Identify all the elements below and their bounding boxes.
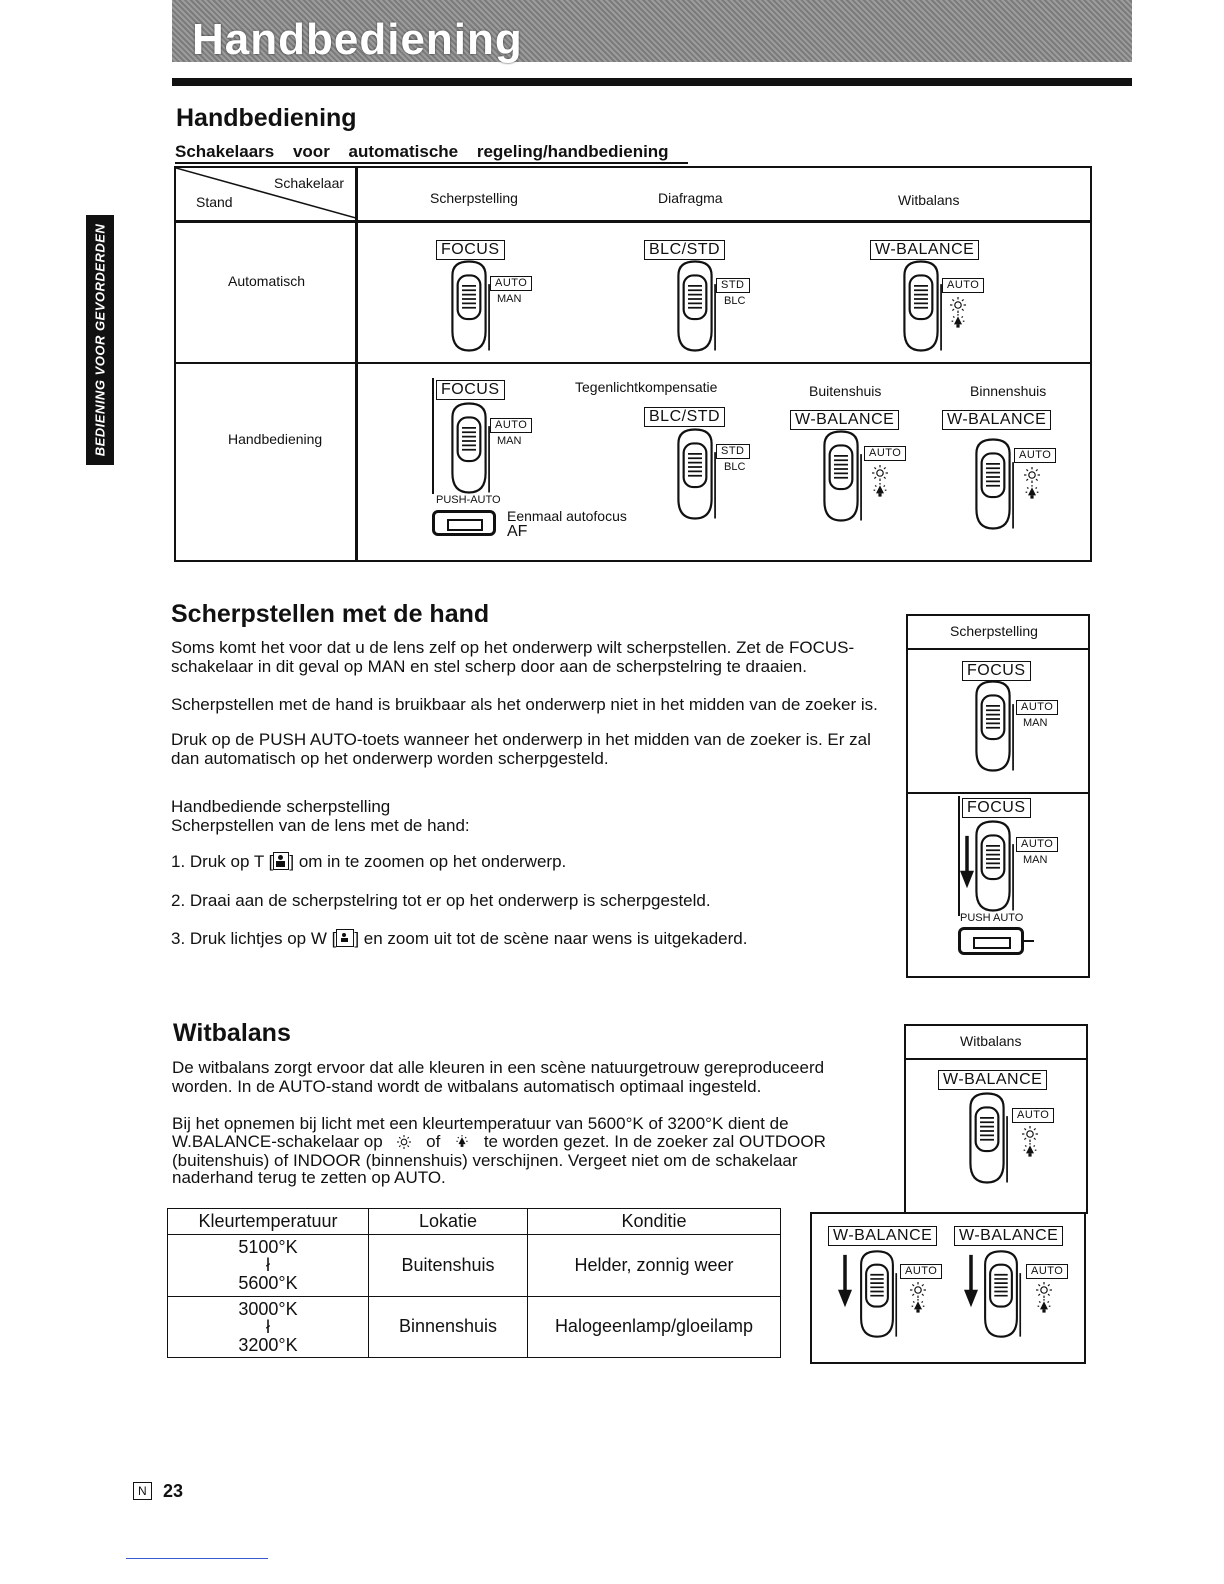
outdoor-label: Buitenshuis — [809, 383, 882, 399]
col-header-diafragma: Diafragma — [658, 190, 723, 206]
box-man-label: MAN — [1023, 717, 1048, 729]
box-focus-switch-2 — [968, 818, 1018, 914]
witbalans-p2-line3: (buitenshuis) of INDOOR (binnenshuis) verschijnen. Vergeet niet om de schakelaar — [172, 1151, 798, 1170]
bulb-icon — [1024, 485, 1040, 501]
temp-lo: 5600°K — [238, 1273, 298, 1294]
section-title-witbalans: Witbalans — [173, 1019, 291, 1047]
bulb-icon — [455, 1135, 469, 1149]
box-push-auto-label: PUSH AUTO — [960, 912, 1024, 924]
box-wb-auto-tag-indoor: AUTO — [1026, 1264, 1068, 1279]
scherpstelling-box-divider-2 — [906, 792, 1090, 794]
wb-auto-tag: AUTO — [942, 278, 984, 293]
page-number: 23 — [163, 1481, 184, 1501]
wb-switch-auto — [896, 258, 946, 354]
blc-tag: BLC/STD — [644, 240, 725, 260]
blc-tag-manual: BLC/STD — [644, 407, 725, 427]
push-auto-button[interactable] — [432, 510, 496, 536]
wb-auto-tag-indoor: AUTO — [1014, 448, 1056, 463]
section-subtitle: Schakelaars voor automatische regeling/handbediening — [175, 142, 669, 161]
witbalans-box-title: Witbalans — [960, 1033, 1022, 1049]
bulb-icon — [950, 314, 966, 330]
table-row — [168, 1235, 781, 1297]
focus-tag: FOCUS — [436, 240, 505, 260]
col-header-scherpstelling: Scherpstelling — [430, 190, 518, 206]
sun-icon — [872, 465, 888, 481]
table-header: Konditie — [528, 1209, 781, 1235]
backlight-label: Tegenlichtkompensatie — [575, 379, 718, 395]
focus-auto-tag-manual: AUTO — [490, 418, 532, 433]
blc-std-tag-manual: STD — [716, 444, 750, 459]
header-rule — [172, 78, 1132, 86]
step-3: 3. Druk lichtjes op W [ ] en zoom uit tot de scène naar wens is uitgekaderd. — [171, 929, 748, 948]
focus-man-label: MAN — [497, 293, 522, 305]
witbalans-p2-line1: Bij het opnemen bij licht met een kleurtemperatuur van 5600°K of 3200°K dient de — [172, 1114, 789, 1133]
condition-cell: Halogeenlamp/gloeilamp — [528, 1296, 781, 1358]
box-focus-tag: FOCUS — [962, 661, 1031, 681]
wb-switch-indoor — [968, 436, 1018, 532]
corner-bottom-label: Stand — [196, 194, 233, 210]
box-wb-auto-tag: AUTO — [1012, 1108, 1054, 1123]
footer-rule — [126, 1558, 268, 1559]
bulb-icon — [910, 1299, 926, 1315]
zoom-tele-icon — [273, 852, 289, 870]
witbalans-p2-line2: W.BALANCE-schakelaar op of te worden gezet. In de zoeker zal OUTDOOR — [172, 1132, 826, 1151]
temp-sep: ł — [266, 1316, 270, 1337]
scherpstellen-p1: Soms komt het voor dat u de lens zelf op het onderwerp wilt scherpstellen. Zet de FOCUS-schakelaar in dit geval op MAN en stel scherp door aan de scherpstelring te draaien. — [171, 638, 855, 676]
box-auto-tag: AUTO — [1016, 700, 1058, 715]
step-1: 1. Druk op T [ ] om in te zoomen op het onderwerp. — [171, 852, 567, 871]
witbalans-p1: De witbalans zorgt ervoor dat alle kleuren in een scène natuurgetrouw gereproduceerd worden. In de AUTO-stand wordt de witbalans automatisch optimaal ingesteld. — [172, 1058, 825, 1096]
push-auto-label: PUSH-AUTO — [436, 494, 501, 506]
witbalans-p2-line4: naderhand terug te zetten op AUTO. — [172, 1168, 446, 1187]
zoom-wide-icon — [336, 929, 354, 947]
temp-lo: 3200°K — [238, 1334, 298, 1355]
side-tab-label: BEDIENING VOOR GEVORDERDEN — [92, 223, 108, 457]
wb-switch-outdoor — [816, 428, 866, 524]
temp-hi: 3000°K — [238, 1298, 298, 1319]
table-col-divider — [355, 166, 358, 562]
switch-table — [174, 166, 1092, 562]
blc-std-tag: STD — [716, 278, 750, 293]
wb-tag-indoor: W-BALANCE — [942, 410, 1051, 430]
box-wb-switch-indoor — [976, 1248, 1026, 1340]
scherpstellen-p3b: Scherpstellen van de lens met de hand: — [171, 816, 470, 835]
wb-auto-tag-outdoor: AUTO — [864, 446, 906, 461]
box-wb-switch-outdoor — [852, 1248, 902, 1340]
blc-blc-label: BLC — [724, 295, 746, 307]
side-tab — [86, 215, 114, 465]
box-wb-tag-indoor: W-BALANCE — [954, 1226, 1063, 1246]
blc-switch-manual — [670, 426, 720, 522]
bulb-icon — [1022, 1143, 1038, 1159]
box-man-label-2: MAN — [1023, 854, 1048, 866]
focus-switch-manual — [444, 400, 494, 496]
box-focus-tag-2: FOCUS — [962, 798, 1031, 818]
bulb-icon — [872, 483, 888, 499]
language-badge: N — [133, 1482, 152, 1500]
sun-icon — [950, 297, 966, 313]
box-focus-switch — [968, 678, 1018, 774]
table-header: Kleurtemperatuur — [168, 1209, 369, 1235]
blc-switch-auto — [670, 258, 720, 354]
col-header-witbalans: Witbalans — [898, 192, 960, 208]
sun-icon — [1022, 1126, 1038, 1142]
box-wb-switch — [962, 1090, 1012, 1186]
table-header: Lokatie — [369, 1209, 528, 1235]
focus-switch-auto — [444, 258, 494, 354]
temp-sep: ł — [266, 1255, 270, 1276]
wb-tag-outdoor: W-BALANCE — [790, 410, 899, 430]
table-row — [168, 1296, 781, 1358]
blc-blc-label-manual: BLC — [724, 461, 746, 473]
box-push-auto-button[interactable] — [958, 927, 1024, 955]
bulb-icon — [1036, 1299, 1052, 1315]
indoor-label: Binnenshuis — [970, 383, 1047, 399]
box-wb-auto-tag-outdoor: AUTO — [900, 1264, 942, 1279]
location-cell: Binnenshuis — [369, 1296, 528, 1358]
box-auto-tag-2: AUTO — [1016, 837, 1058, 852]
af-label: AF — [507, 523, 528, 540]
witbalans-box-divider — [904, 1058, 1088, 1060]
scherpstelling-box-divider — [906, 648, 1090, 650]
subtitle-underline — [175, 162, 688, 164]
wb-tag: W-BALANCE — [870, 240, 979, 260]
location-cell: Buitenshuis — [369, 1235, 528, 1297]
focus-man-label-manual: MAN — [497, 435, 522, 447]
sun-icon — [910, 1282, 926, 1298]
scherpstellen-p2a: Scherpstellen met de hand is bruikbaar als het onderwerp niet in het midden van de zoeker is. — [171, 695, 878, 714]
scherpstellen-p3a: Handbediende scherpstelling — [171, 797, 391, 816]
sun-icon — [1024, 467, 1040, 483]
sun-icon — [1036, 1282, 1052, 1298]
one-shot-label: Eenmaal autofocus — [507, 508, 627, 524]
section-title-scherpstellen: Scherpstellen met de hand — [171, 600, 490, 628]
step-2: 2. Draai aan de scherpstelring tot er op het onderwerp is scherpgesteld. — [171, 891, 711, 910]
push-auto-line — [432, 378, 434, 494]
box-push-tick — [1024, 940, 1034, 942]
box-wb-tag-outdoor: W-BALANCE — [828, 1226, 937, 1246]
focus-tag-manual: FOCUS — [436, 380, 505, 400]
condition-cell: Helder, zonnig weer — [528, 1235, 781, 1297]
box-wb-tag: W-BALANCE — [938, 1070, 1047, 1090]
sun-icon — [397, 1135, 411, 1149]
color-temp-table — [167, 1208, 781, 1358]
scherpstelling-box-title: Scherpstelling — [950, 623, 1038, 639]
corner-top-label: Schakelaar — [274, 175, 345, 191]
table-row-divider-2 — [174, 362, 1092, 364]
row-label-automatisch: Automatisch — [228, 273, 306, 289]
section-title-handbediening: Handbediening — [176, 104, 357, 132]
focus-auto-tag: AUTO — [490, 276, 532, 291]
down-arrow-icon — [838, 1252, 852, 1310]
header-title: Handbediening — [192, 15, 523, 64]
scherpstellen-p2b: Druk op de PUSH AUTO-toets wanneer het onderwerp in het midden van de zoeker is. Er zal dan automatisch op het onderwerp worden scherpgesteld. — [171, 730, 871, 768]
row-label-handbediening: Handbediening — [228, 431, 323, 447]
temp-hi: 5100°K — [238, 1237, 298, 1258]
